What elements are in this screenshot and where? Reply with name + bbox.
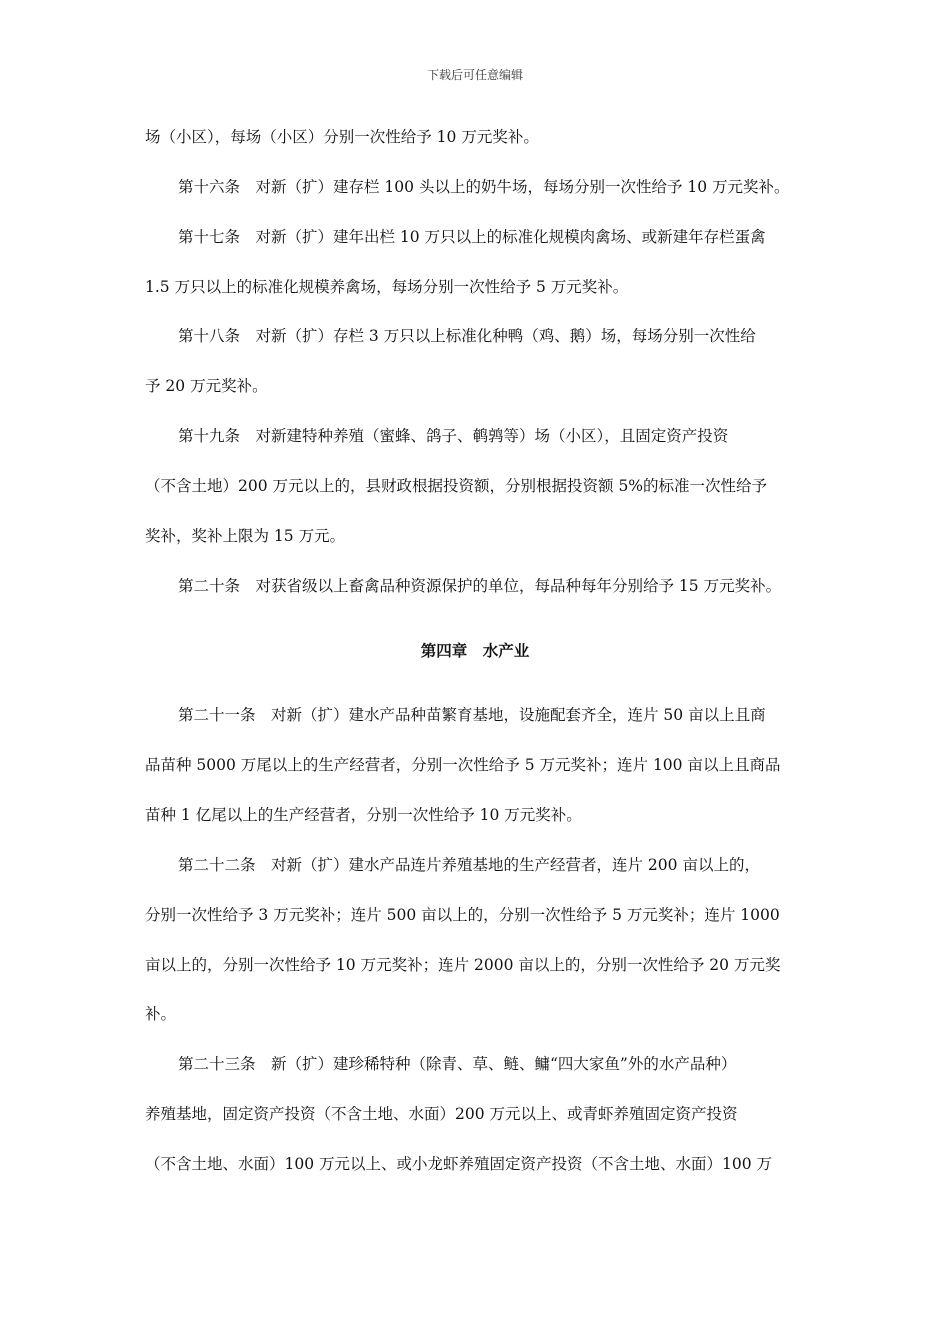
paragraph-line: 第二十一条 对新（扩）建水产品种苗繁育基地，设施配套齐全，连片 50 亩以上且商 xyxy=(178,706,766,724)
paragraph-line: 予 20 万元奖补。 xyxy=(145,377,268,395)
paragraph-line: 第二十三条 新（扩）建珍稀特种（除青、草、鲢、鳙“四大家鱼”外的水产品种） xyxy=(178,1055,737,1073)
paragraph-line: 品苗种 5000 万尾以上的生产经营者，分别一次性给予 5 万元奖补；连片 100 亩以上且商品 xyxy=(145,756,781,774)
paragraph-line: 奖补，奖补上限为 15 万元。 xyxy=(145,527,346,545)
paragraph-line: 亩以上的，分别一次性给予 10 万元奖补；连片 2000 亩以上的，分别一次性给予 20 万元奖 xyxy=(145,956,781,974)
page-header: 下载后可任意编辑 xyxy=(426,68,523,82)
paragraph-line: 第二十二条 对新（扩）建水产品连片养殖基地的生产经营者，连片 200 亩以上的， xyxy=(178,856,760,874)
paragraph-line: （不含土地）200 万元以上的，县财政根据投资额，分别根据投资额 5%的标准一次性给予 xyxy=(145,477,768,495)
paragraph-line: 第十八条 对新（扩）存栏 3 万只以上标准化种鸭（鸡、鹅）场，每场分别一次性给 xyxy=(178,327,756,345)
chapter-heading: 第四章 水产业 xyxy=(420,641,530,660)
paragraph-line: 苗种 1 亿尾以上的生产经营者，分别一次性给予 10 万元奖补。 xyxy=(145,806,582,824)
paragraph-line: （不含土地、水面）100 万元以上、或小龙虾养殖固定资产投资（不含土地、水面）100 万 xyxy=(145,1155,773,1173)
paragraph-line: 养殖基地，固定资产投资（不含土地、水面）200 万元以上、或青虾养殖固定资产投资 xyxy=(145,1105,738,1123)
paragraph-line: 第二十条 对获省级以上畜禽品种资源保护的单位，每品种每年分别给予 15 万元奖补。 xyxy=(178,577,782,595)
paragraph-line: 第十六条 对新（扩）建存栏 100 头以上的奶牛场，每场分别一次性给予 10 万元奖补。 xyxy=(178,178,790,196)
paragraph-line: 分别一次性给予 3 万元奖补；连片 500 亩以上的，分别一次性给予 5 万元奖补；连片 1000 xyxy=(145,906,780,924)
paragraph-line: 场（小区），每场（小区）分别一次性给予 10 万元奖补。 xyxy=(145,128,539,146)
paragraph-line: 1.5 万只以上的标准化规模养禽场，每场分别一次性给予 5 万元奖补。 xyxy=(145,278,629,296)
paragraph-line: 补。 xyxy=(145,1005,177,1023)
paragraph-line: 第十七条 对新（扩）建年出栏 10 万只以上的标准化规模肉禽场、或新建年存栏蛋禽 xyxy=(178,228,766,246)
paragraph-line: 第十九条 对新建特种养殖（蜜蜂、鸽子、鹌鹑等）场（小区），且固定资产投资 xyxy=(178,427,729,445)
